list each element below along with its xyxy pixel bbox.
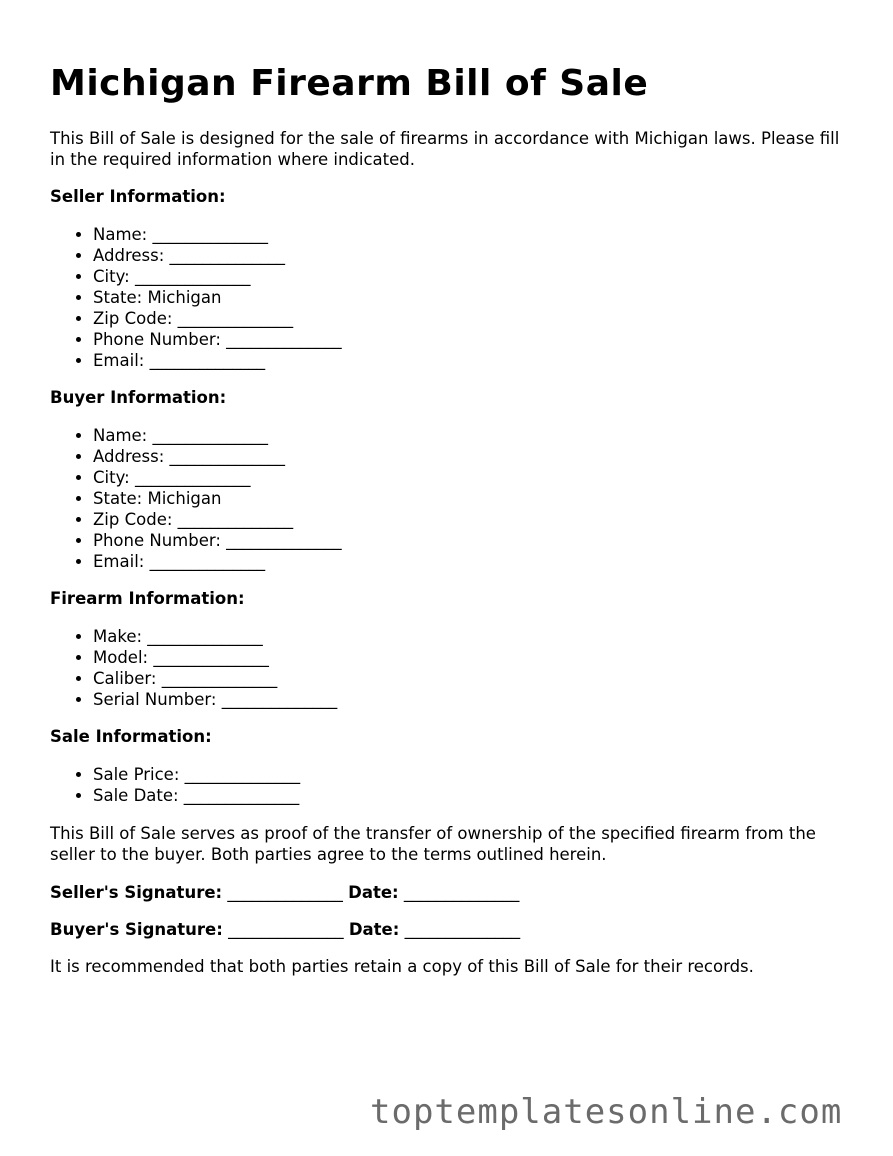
seller-date-blank: ______________: [403, 883, 520, 902]
sale-date-item: • Sale Date: ______________: [93, 785, 850, 806]
buyer-name-item: • Name: ______________: [93, 425, 850, 446]
firearm-model-item: • Model: ______________: [93, 647, 850, 668]
closing-paragraph: This Bill of Sale serves as proof of the transfer of ownership of the specified firearm from the seller to the buyer. Both parties agree to the terms outlined herein.: [50, 824, 816, 864]
seller-signature-label: Seller's Signature:: [50, 883, 223, 902]
sale-price-item: • Sale Price: ______________: [93, 764, 850, 785]
sale-list: [50, 764, 850, 806]
buyer-zip-item: • Zip Code: ______________: [93, 509, 850, 530]
seller-date-label: Date:: [348, 883, 399, 902]
buyer-date-label: Date:: [348, 920, 400, 939]
seller-city-item: • City: ______________: [93, 266, 850, 287]
buyer-date-blank: ______________: [404, 920, 521, 939]
page-title: Michigan Firearm Bill of Sale: [50, 63, 649, 104]
seller-name-item: • Name: ______________: [93, 224, 850, 245]
buyer-email-item: • Email: ______________: [93, 551, 850, 572]
buyer-state-item: • State: Michigan: [93, 488, 850, 509]
seller-list: [50, 224, 850, 371]
buyer-phone-item: • Phone Number: ______________: [93, 530, 850, 551]
buyer-signature-line: [50, 919, 850, 940]
firearm-heading: Firearm Information:: [50, 589, 245, 608]
seller-heading: Seller Information:: [50, 187, 226, 206]
firearm-list: [50, 626, 850, 710]
intro-paragraph: This Bill of Sale is designed for the sale of firearms in accordance with Michigan laws. Please fill in the required information where indicated.: [50, 129, 840, 169]
sale-heading: Sale Information:: [50, 727, 212, 746]
buyer-city-item: • City: ______________: [93, 467, 850, 488]
buyer-list: [50, 425, 850, 572]
buyer-address-item: • Address: ______________: [93, 446, 850, 467]
seller-address-item: • Address: ______________: [93, 245, 850, 266]
document: [50, 62, 850, 977]
firearm-make-item: • Make: ______________: [93, 626, 850, 647]
buyer-signature-label: Buyer's Signature:: [50, 920, 223, 939]
seller-zip-item: • Zip Code: ______________: [93, 308, 850, 329]
seller-email-item: • Email: ______________: [93, 350, 850, 371]
firearm-caliber-item: • Caliber: ______________: [93, 668, 850, 689]
seller-signature-blank: ______________: [227, 883, 343, 902]
buyer-signature-blank: ______________: [228, 920, 344, 939]
buyer-heading: Buyer Information:: [50, 388, 227, 407]
seller-phone-item: • Phone Number: ______________: [93, 329, 850, 350]
seller-state-item: • State: Michigan: [93, 287, 850, 308]
seller-signature-line: [50, 882, 850, 903]
firearm-serial-item: • Serial Number: ______________: [93, 689, 850, 710]
recommendation-paragraph: It is recommended that both parties retain a copy of this Bill of Sale for their records.: [50, 957, 754, 976]
watermark: toptemplatesonline.com: [370, 1092, 843, 1132]
